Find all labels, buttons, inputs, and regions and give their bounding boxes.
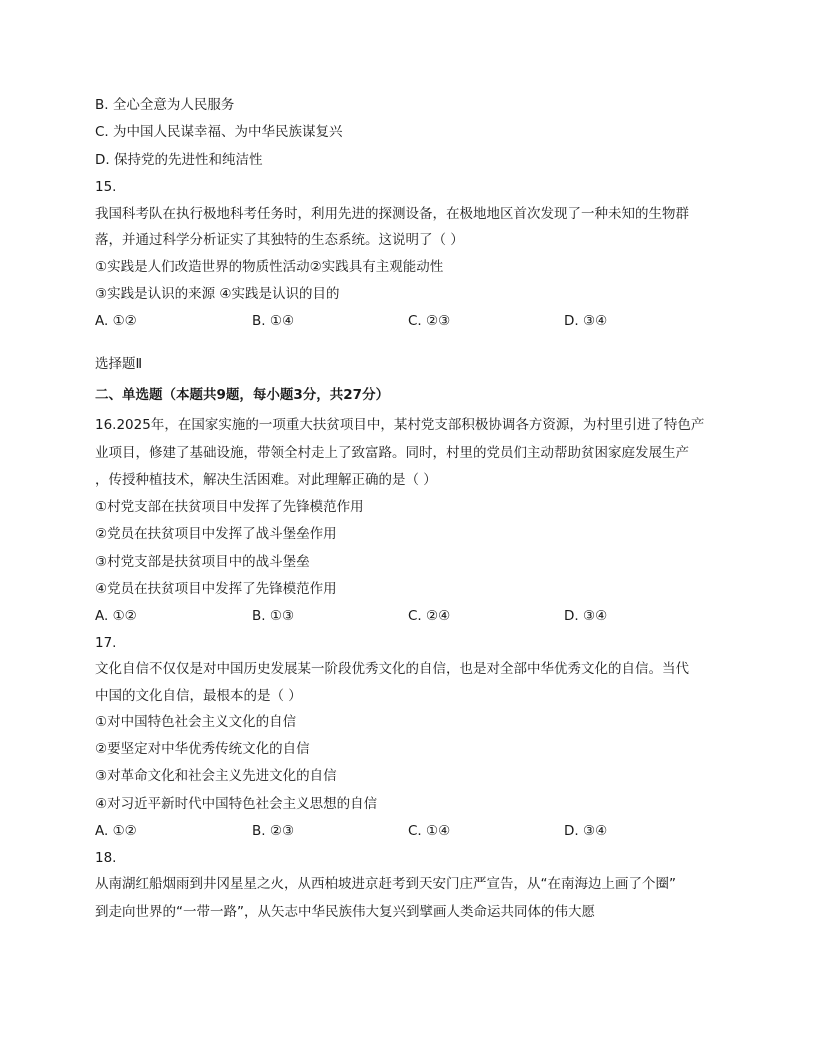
q15-option-c: C. ②③	[408, 313, 451, 329]
q14-option-c: C. 为中国人民谋幸福、为中华民族谋复兴	[95, 124, 343, 140]
q16-option-c: C. ②④	[408, 608, 451, 624]
q16-statement-1: ①村党支部在扶贫项目中发挥了先锋模范作用	[95, 499, 364, 515]
q17-number: 17.	[95, 635, 117, 651]
q17-statement-2: ②要坚定对中华优秀传统文化的自信	[95, 741, 310, 757]
q14-option-d: D. 保持党的先进性和纯洁性	[95, 152, 263, 168]
q15-statements-2: ③实践是认识的来源 ④实践是认识的目的	[95, 286, 340, 302]
q15-statements-1: ①实践是人们改造世界的物质性活动②实践具有主观能动性	[95, 259, 444, 275]
q15-option-b: B. ①④	[252, 313, 295, 329]
section-label: 选择题Ⅱ	[95, 356, 143, 372]
q17-statement-3: ③对革命文化和社会主义先进文化的自信	[95, 768, 337, 784]
q17-option-d: D. ③④	[564, 823, 608, 839]
q15-options	[95, 311, 695, 331]
q16-stem-line-1: 16.2025年，在国家实施的一项重大扶贫项目中，某村党支部积极协调各方资源，为村里引进了特色产	[95, 417, 705, 433]
q16-option-d: D. ③④	[564, 608, 608, 624]
q16-statement-3: ③村党支部是扶贫项目中的战斗堡垒	[95, 554, 310, 570]
section-heading: 二、单选题（本题共9题，每小题3分，共27分）	[95, 387, 390, 403]
q18-stem-line-1: 从南湖红船烟雨到井冈星星之火，从西柏坡进京赶考到天安门庄严宣告，从“在南海边上画了个圈”	[95, 876, 676, 892]
q16-statement-2: ②党员在扶贫项目中发挥了战斗堡垒作用	[95, 526, 337, 542]
q14-option-b: B. 全心全意为人民服务	[95, 97, 235, 113]
q17-statement-4: ④对习近平新时代中国特色社会主义思想的自信	[95, 796, 378, 812]
q15-option-d: D. ③④	[564, 313, 608, 329]
q16-option-b: B. ①③	[252, 608, 295, 624]
q15-option-a: A. ①②	[95, 313, 137, 329]
q17-stem-line-2: 中国的文化自信，最根本的是（ ）	[95, 688, 302, 704]
q16-statement-4: ④党员在扶贫项目中发挥了先锋模范作用	[95, 581, 337, 597]
q17-stem-line-1: 文化自信不仅仅是对中国历史发展某一阶段优秀文化的自信，也是对全部中华优秀文化的自信。当代	[95, 661, 689, 677]
q17-option-a: A. ①②	[95, 823, 137, 839]
q17-options	[95, 821, 695, 841]
q16-options	[95, 606, 695, 626]
q15-stem-line-1: 我国科考队在执行极地科考任务时，利用先进的探测设备，在极地地区首次发现了一种未知的生物群	[95, 206, 689, 222]
q16-stem-line-3: ，传授种植技术，解决生活困难。对此理解正确的是（ ）	[95, 472, 437, 488]
q15-number: 15.	[95, 179, 117, 195]
q18-number: 18.	[95, 850, 117, 866]
q17-option-c: C. ①④	[408, 823, 451, 839]
q18-stem-line-2: 到走向世界的“一带一路”，从矢志中华民族伟大复兴到擘画人类命运共同体的伟大愿	[95, 904, 595, 920]
q17-statement-1: ①对中国特色社会主义文化的自信	[95, 714, 297, 730]
q16-option-a: A. ①②	[95, 608, 137, 624]
q16-stem-line-2: 业项目，修建了基础设施，带领全村走上了致富路。同时，村里的党员们主动帮助贫困家庭发展生产	[95, 445, 689, 461]
q17-option-b: B. ②③	[252, 823, 295, 839]
q15-stem-line-2: 落，并通过科学分析证实了其独特的生态系统。这说明了（ ）	[95, 232, 464, 248]
